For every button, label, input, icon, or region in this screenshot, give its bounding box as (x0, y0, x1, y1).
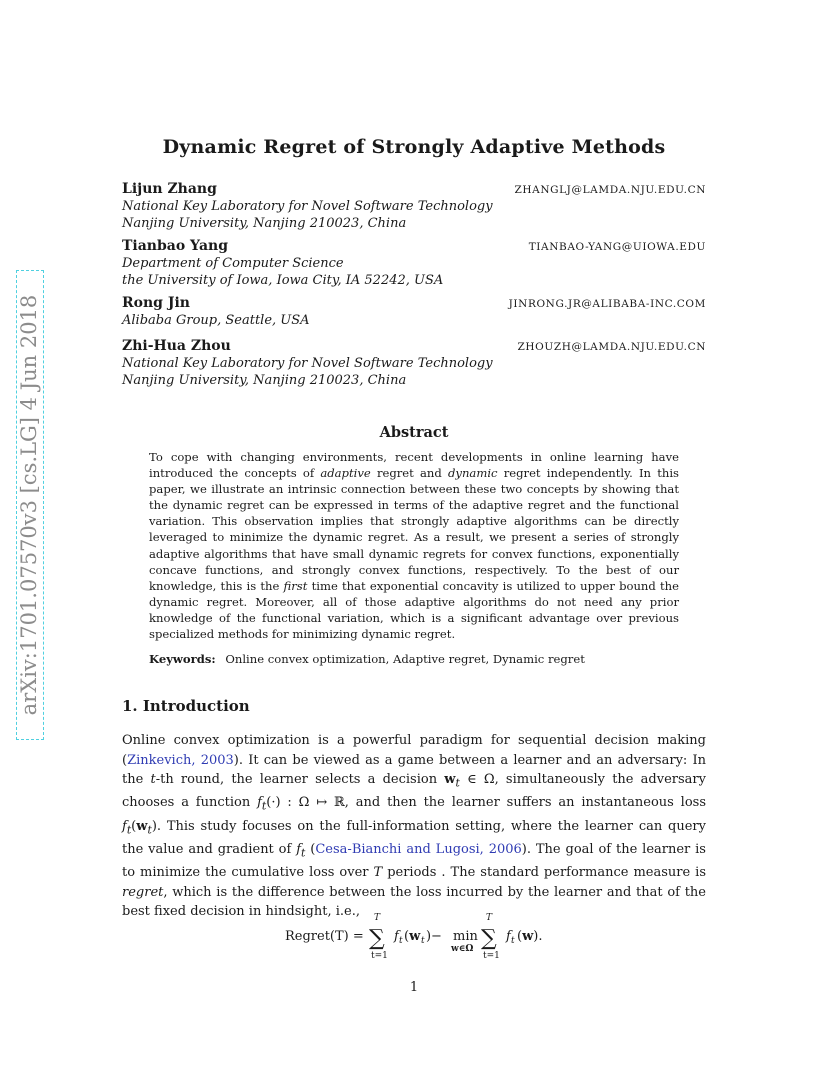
eq-close: ) (426, 929, 432, 944)
abstract-part: time that exponential concavity is utilized to upper bound the dynamic regret. Moreover, all of those adaptive algorithms do not need any prior knowledge of the functional variation, which is a significant advantage over previous specialized methods for minimizing dynamic regret. (149, 578, 679, 642)
intro-text: ( (305, 841, 316, 857)
intro-paragraph: Online convex optimization is a powerful paradigm for sequential decision making (Zinkevich, 2003). It can be viewed as a game between a learner and an adversary: In the t-th round, the learner selects a decision $w_t$ ∈ Ω, simultaneously the adversary chooses a function $f_t(\cdot)$ : Ω ↦ ℝ, and then the learner suffers an instantaneous loss $f_t(w_t)$. This study focuses on the full-information setting, where the learner can query the value and gradient of $f_t$ (Cesa-Bianchi and Lugosi, 2006). The goal of the learner is to minimize the cumulative loss over T periods . The standard performance measure is regret, which is the difference between the loss incurred by the learner and that of the best fixed decision in hindsight, i.e., (122, 733, 707, 920)
abstract-heading: Abstract (379, 424, 449, 441)
author-affiliation: Department of Computer Science (122, 256, 344, 271)
math-sub-t: t (301, 846, 306, 860)
math-t: t (150, 772, 156, 788)
arxiv-stamp-text: arXiv:1701.07570v3 [cs.LG] 4 Jun 2018 (17, 294, 41, 716)
eq-arg2: (w). (517, 929, 543, 944)
eq-sub-t: t (399, 936, 403, 946)
eq-min: min (453, 929, 478, 944)
eq-f: f (394, 929, 399, 944)
eq-f: f (506, 929, 511, 944)
author-affiliation: National Key Laboratory for Novel Software Technology (122, 356, 493, 371)
author-name: Zhi-Hua Zhou (122, 338, 231, 354)
page-number: 1 (409, 980, 419, 995)
math-f: f (122, 818, 127, 834)
arxiv-stamp (4, 270, 48, 740)
equation-lhs: Regret(T) = (285, 929, 364, 944)
sum-symbol-2: ∑ (481, 926, 497, 951)
math-sub-t: t (147, 823, 152, 837)
abstract-emphasis: adaptive (320, 466, 371, 481)
author-email[interactable]: JINRONG.JR@ALIBABA-INC.COM (508, 298, 706, 310)
author-block (122, 181, 706, 232)
abstract-emphasis: first (283, 578, 308, 593)
intro-text: ). It can be viewed as a game between a learner and an adversary: In the (122, 752, 707, 788)
math-sub-t: t (126, 823, 132, 837)
abstract-part: regret and (370, 466, 448, 481)
math-w: w (444, 772, 456, 788)
keywords-list: Online convex optimization, Adaptive regret, Dynamic regret (225, 652, 585, 666)
author-affiliation: Nanjing University, Nanjing 210023, China (122, 216, 407, 231)
intro-text: Online convex optimization is a powerful paradigm for sequential decision making ( (122, 733, 706, 768)
author-email[interactable]: TIANBAO-YANG@UIOWA.EDU (528, 241, 706, 253)
math-w: w (136, 818, 148, 834)
math-T: T (373, 864, 383, 880)
author-name: Lijun Zhang (122, 181, 217, 197)
author-block (122, 238, 706, 289)
intro-text: , which is the difference between the loss incurred by the learner and that of the best fixed decision in hindsight, i.e., (122, 884, 706, 920)
eq-min-sub: w∈Ω (451, 944, 474, 954)
math-sub-t: t (261, 799, 267, 813)
eq-arg: (w (404, 929, 421, 944)
author-name: Rong Jin (122, 295, 190, 311)
sum-lower: t=1 (371, 951, 388, 960)
section-heading: 1. Introduction (122, 697, 250, 715)
keywords-label: Keywords: (149, 652, 216, 666)
author-affiliation: the University of Iowa, Iowa City, IA 52242, USA (122, 273, 444, 288)
eq-sub-t: t (421, 936, 425, 946)
author-name: Tianbao Yang (122, 238, 229, 254)
sum-upper: T (486, 913, 493, 923)
intro-text: . This study focuses on the full-information setting, where the learner can query the value and gradient of (122, 818, 706, 857)
regret-equation (0, 910, 828, 960)
author-block (122, 338, 706, 389)
math-f: f (257, 795, 262, 811)
eq-minus: − (431, 929, 442, 944)
abstract-text (149, 449, 679, 642)
abstract-part: To cope with changing environments, recent developments in online learning have introduced the concepts of (149, 450, 679, 481)
author-affiliation: Alibaba Group, Seattle, USA (122, 313, 310, 328)
intro-text: periods . The standard performance measure is (382, 864, 706, 880)
math-sub-t: t (455, 776, 460, 790)
citation-link[interactable]: Cesa-Bianchi and Lugosi, 2006 (315, 841, 522, 857)
abstract-part: regret independently. In this paper, we illustrate an intrinsic connection between these two concepts by showing that the dynamic regret can be expressed in terms of the adaptive regret and the functional variation. This observation implies that strongly adaptive algorithms can be directly leveraged to minimize the dynamic regret. As a result, we present a series of strongly adaptive algorithms that have small dynamic regrets for convex functions, exponentially concave functions, and strongly convex functions, respectively. To the best of our knowledge, this is the (149, 466, 679, 593)
author-affiliation: National Key Laboratory for Novel Software Technology (122, 199, 493, 214)
author-email[interactable]: ZHANGLJ@LAMDA.NJU.EDU.CN (514, 184, 706, 196)
paper-title: Dynamic Regret of Strongly Adaptive Methods (162, 136, 666, 158)
citation-link[interactable]: Zinkevich, 2003 (127, 752, 234, 768)
sum-lower: t=1 (483, 951, 500, 960)
sum-upper: T (374, 913, 381, 923)
regret-emphasis: regret (122, 884, 164, 900)
eq-sub-t: t (511, 936, 515, 946)
author-block (122, 295, 706, 329)
abstract-emphasis: dynamic (447, 466, 498, 481)
intro-text: ). The goal of the learner is to minimize the cumulative loss over (122, 841, 706, 880)
author-email[interactable]: ZHOUZH@LAMDA.NJU.EDU.CN (517, 341, 706, 353)
sum-symbol-1: ∑ (369, 926, 385, 951)
intro-text: -th round, the learner selects a decision (155, 772, 445, 788)
math-f: f (296, 841, 302, 857)
intro-text: ∈ Ω, simultaneously the adversary chooses a function (122, 772, 706, 811)
intro-text: (·) : Ω ↦ ℝ, and then the learner suffers an instantaneous loss (266, 795, 706, 811)
keywords (149, 652, 679, 666)
author-affiliation: Nanjing University, Nanjing 210023, China (122, 373, 407, 388)
